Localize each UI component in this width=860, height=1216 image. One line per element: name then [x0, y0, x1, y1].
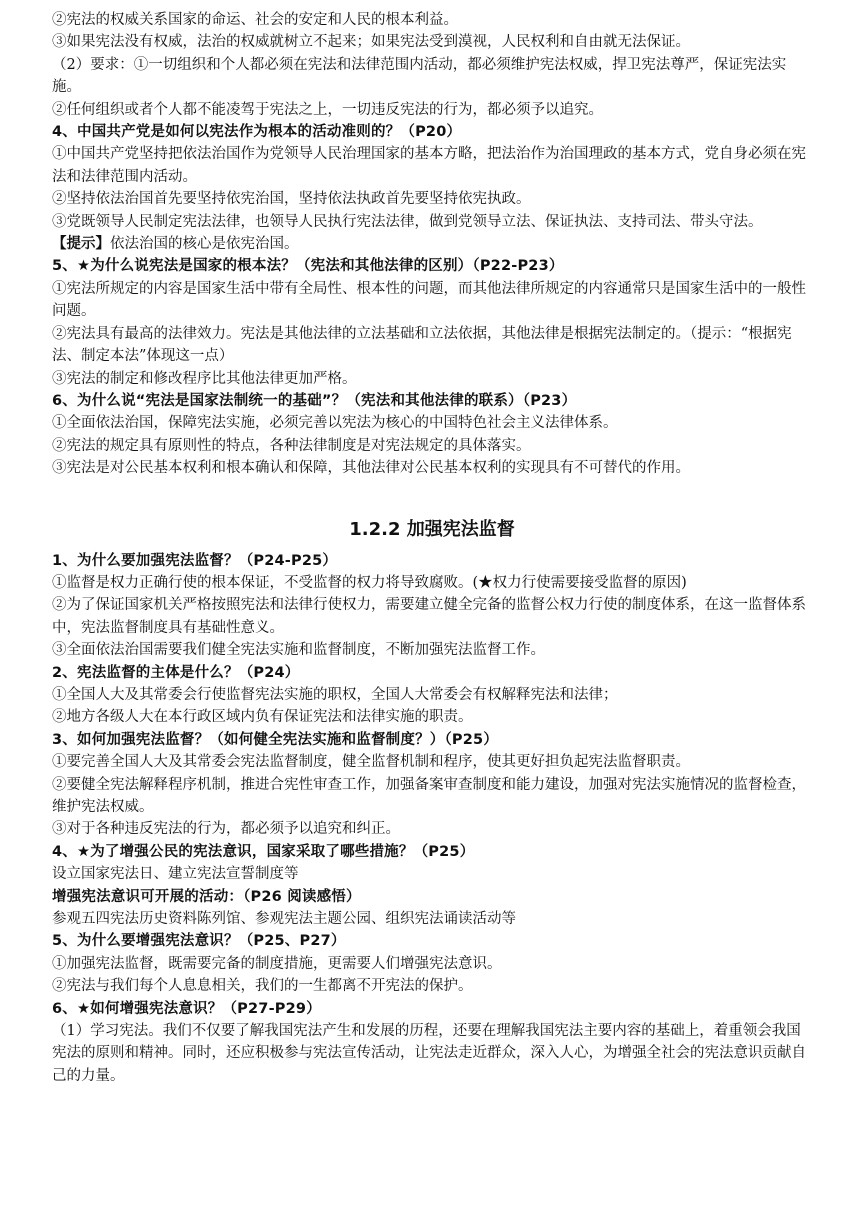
- answer-item: 参观五四宪法历史资料陈列馆、参观宪法主题公园、组织宪法诵读活动等: [52, 911, 516, 928]
- answer-item: ①全面依法治国，保障宪法实施，必须完善以宪法为核心的中国特色社会主义法律体系。: [52, 415, 618, 432]
- answer-item: ①宪法所规定的内容是国家生活中带有全局性、根本性的问题，而其他法律所规定的内容通常只是国家生活中的一般性问题。: [52, 280, 806, 320]
- question-heading-5: 5、★为什么说宪法是国家的根本法？（宪法和其他法律的区别）（P22-P23）: [52, 258, 564, 275]
- section-title: 1.2.2 加强宪法监督: [349, 518, 515, 540]
- paragraph-requirement-1: （2）要求：①一切组织和个人都必须在宪法和法律范围内活动，都必须维护宪法权威，捍卫宪法尊严，保证宪法实施。: [52, 56, 787, 96]
- answer-item: ②宪法与我们每个人息息相关，我们的一生都离不开宪法的保护。: [52, 978, 473, 995]
- answer-item: ②坚持依法治国首先要坚持依宪治国，坚持依法执政首先要坚持依宪执政。: [52, 191, 531, 208]
- question-heading-5b: 5、为什么要增强宪法意识？（P25、P27）: [52, 933, 346, 950]
- question-heading-6: 6、为什么说“宪法是国家法制统一的基础”？（宪法和其他法律的联系）（P23）: [52, 392, 577, 409]
- answer-item: ②地方各级人大在本行政区域内负有保证宪法和法律实施的职责。: [52, 709, 473, 726]
- answer-item: ②要健全宪法解释程序机制，推进合宪性审查工作，加强备案审查制度和能力建设，加强对宪法实施情况的监督检查，维护宪法权威。: [52, 776, 806, 815]
- document-page: [52, 9, 812, 1087]
- answer-item: ③全面依法治国需要我们健全宪法实施和监督制度，不断加强宪法监督工作。: [52, 642, 545, 659]
- answer-item: ①中国共产党坚持把依法治国作为党领导人民治理国家的基本方略，把法治作为治国理政的基本方式，党自身必须在宪法和法律范围内活动。: [52, 146, 806, 185]
- answer-item: （1）学习宪法。我们不仅要了解我国宪法产生和发展的历程，还要在理解我国宪法主要内容的基础上，着重领会我国宪法的原则和精神。同时，还应积极参与宪法宣传活动，让宪法走近群众，深入人心，为增强全社会的宪法意识贡献自己的力量。: [52, 1023, 806, 1084]
- answer-item: 设立国家宪法日、建立宪法宣誓制度等: [52, 866, 299, 883]
- paragraph-authority-3: ③如果宪法没有权威，法治的权威就树立不起来；如果宪法受到漠视，人民权利和自由就无法保证。: [52, 34, 690, 51]
- tip-line: [52, 233, 812, 255]
- paragraph-requirement-2: ②任何组织或者个人都不能凌驾于宪法之上，一切违反宪法的行为，都必须予以追究。: [52, 101, 603, 118]
- answer-item: ③宪法的制定和修改程序比其他法律更加严格。: [52, 370, 357, 387]
- tip-text: 依法治国的核心是依宪治国。: [110, 236, 299, 253]
- question-heading-4b: 4、★为了增强公民的宪法意识，国家采取了哪些措施？（P25）: [52, 843, 475, 860]
- question-heading-1: 1、为什么要加强宪法监督？（P24-P25）: [52, 552, 338, 569]
- question-heading-3: 3、如何加强宪法监督？（如何健全宪法实施和监督制度？）（P25）: [52, 731, 499, 748]
- answer-item: ③对于各种违反宪法的行为，都必须予以追究和纠正。: [52, 821, 400, 838]
- answer-item: ③党既领导人民制定宪法法律，也领导人民执行宪法法律，做到党领导立法、保证执法、支持司法、带头守法。: [52, 213, 763, 230]
- answer-item: ①要完善全国人大及其常委会宪法监督制度，健全监督机制和程序，使其更好担负起宪法监督职责。: [52, 754, 690, 771]
- question-heading-4: 4、中国共产党是如何以宪法作为根本的活动准则的？（P20）: [52, 124, 462, 141]
- question-heading-6b: 6、★如何增强宪法意识？（P27-P29）: [52, 1000, 321, 1017]
- answer-item: ①加强宪法监督，既需要完备的制度措施，更需要人们增强宪法意识。: [52, 955, 502, 972]
- answer-item: ②为了保证国家机关严格按照宪法和法律行使权力，需要建立健全完备的监督公权力行使的制度体系，在这一监督体系中，宪法监督制度具有基础性意义。: [52, 597, 806, 636]
- paragraph-authority-2: ②宪法的权威关系国家的命运、社会的安定和人民的根本利益。: [52, 12, 458, 28]
- subheading-activities: 增强宪法意识可开展的活动：（P26 阅读感悟）: [52, 888, 361, 905]
- answer-item: ②宪法的规定具有原则性的特点，各种法律制度是对宪法规定的具体落实。: [52, 437, 531, 454]
- answer-item: ①监督是权力正确行使的根本保证，不受监督的权力将导致腐败。(★权力行使需要接受监督的原因): [52, 574, 687, 591]
- tip-label: 【提示】: [52, 235, 110, 253]
- answer-item: ①全国人大及其常委会行使监督宪法实施的职权，全国人大常委会有权解释宪法和法律；: [52, 686, 618, 703]
- answer-item: ②宪法具有最高的法律效力。宪法是其他法律的立法基础和立法依据，其他法律是根据宪法制定的。（提示：“根据宪法、制定本法”体现这一点）: [52, 325, 792, 365]
- answer-item: ③宪法是对公民基本权利和根本确认和保障，其他法律对公民基本权利的实现具有不可替代的作用。: [52, 460, 690, 477]
- question-heading-2: 2、宪法监督的主体是什么？（P24）: [52, 664, 300, 681]
